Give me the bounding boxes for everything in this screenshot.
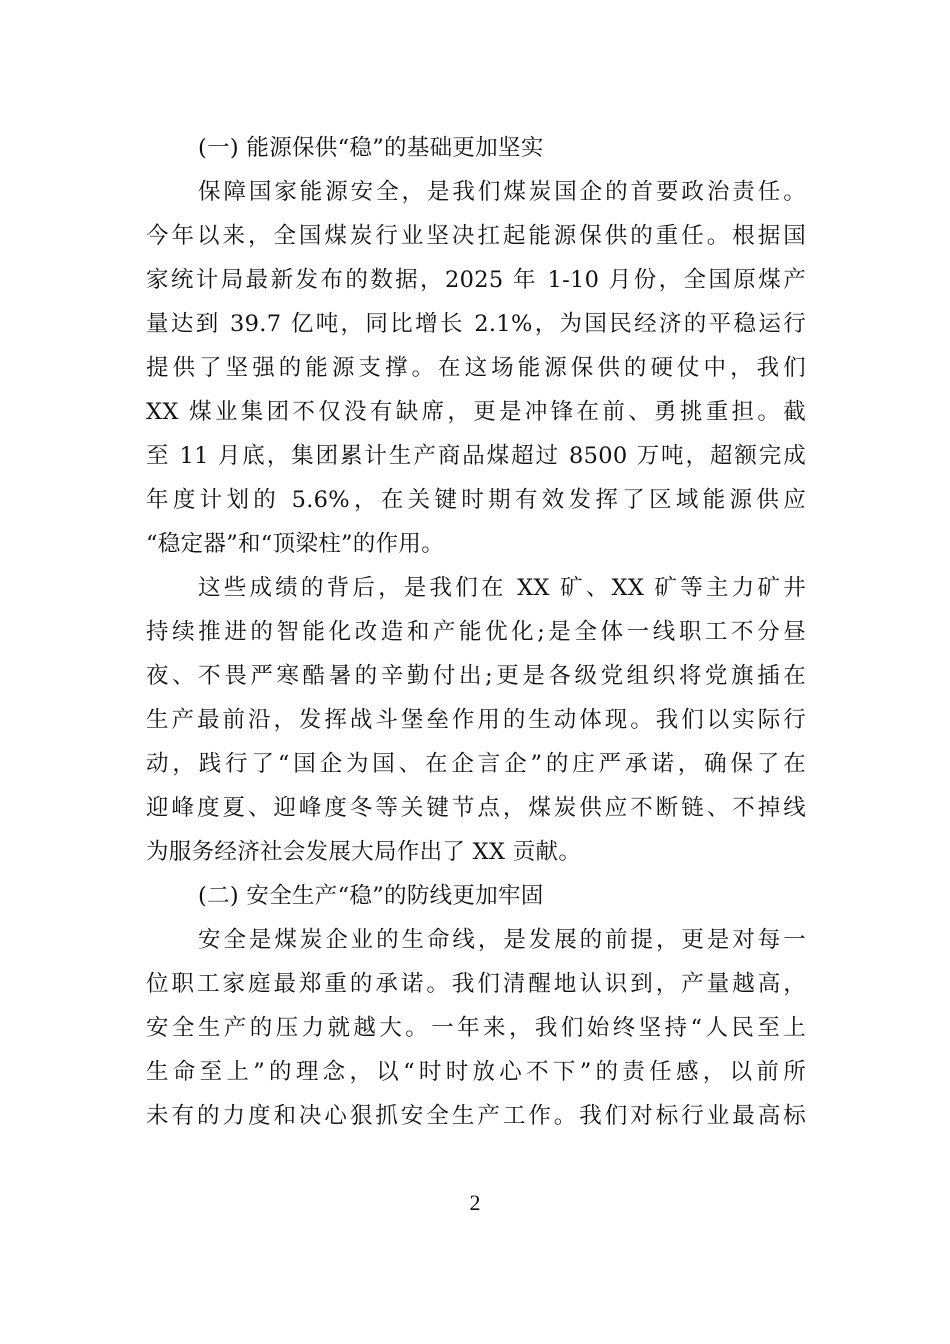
text-line: 年度计划的 5.6%，在关键时期有效发挥了区域能源供应: [146, 487, 806, 513]
text-line: 动，践行了“国企为国、在企言企”的庄严承诺，确保了在: [146, 751, 806, 777]
text-line: 位职工家庭最郑重的承诺。我们清醒地认识到，产量越高，: [146, 971, 806, 997]
paragraph: [146, 566, 806, 874]
section-heading: (一) 能源保供“稳”的基础更加坚实: [198, 135, 544, 161]
text-line: 夜、不畏严寒酷暑的辛勤付出;更是各级党组织将党旗插在: [146, 663, 806, 689]
paragraph: [146, 918, 806, 1138]
text-line: 今年以来，全国煤炭行业坚决扛起能源保供的重任。根据国: [146, 223, 806, 249]
text-line: 生产最前沿，发挥战斗堡垒作用的生动体现。我们以实际行: [146, 707, 806, 733]
page-number: 2: [469, 1190, 481, 1215]
document-body: [146, 126, 806, 1138]
text-line: 量达到 39.7 亿吨，同比增长 2.1%，为国民经济的平稳运行: [146, 311, 806, 337]
text-line: 保障国家能源安全，是我们煤炭国企的首要政治责任。: [198, 179, 806, 205]
text-line: 为服务经济社会发展大局作出了 XX 贡献。: [146, 839, 582, 865]
text-line: 安全生产的压力就越大。一年来，我们始终坚持“人民至上: [146, 1015, 806, 1041]
text-line: 家统计局最新发布的数据，2025 年 1-10 月份，全国原煤产: [146, 267, 806, 293]
text-line: 持续推进的智能化改造和产能优化;是全体一线职工不分昼: [146, 619, 806, 645]
text-line: “稳定器”和“顶梁柱”的作用。: [146, 531, 445, 557]
paragraph: [146, 170, 806, 566]
text-line: 迎峰度夏、迎峰度冬等关键节点，煤炭供应不断链、不掉线: [146, 795, 806, 821]
text-line: 至 11 月底，集团累计生产商品煤超过 8500 万吨，超额完成: [146, 443, 806, 469]
section-heading: (二) 安全生产“稳”的防线更加牢固: [198, 883, 544, 909]
text-line: 这些成绩的背后，是我们在 XX 矿、XX 矿等主力矿井: [198, 575, 806, 601]
text-line: 未有的力度和决心狠抓安全生产工作。我们对标行业最高标: [146, 1103, 806, 1129]
text-line: 提供了坚强的能源支撑。在这场能源保供的硬仗中，我们: [146, 355, 806, 381]
text-line: 安全是煤炭企业的生命线，是发展的前提，更是对每一: [198, 927, 806, 953]
text-line: XX 煤业集团不仅没有缺席，更是冲锋在前、勇挑重担。截: [146, 399, 806, 425]
text-line: 生命至上”的理念，以“时时放心不下”的责任感，以前所: [146, 1059, 806, 1085]
